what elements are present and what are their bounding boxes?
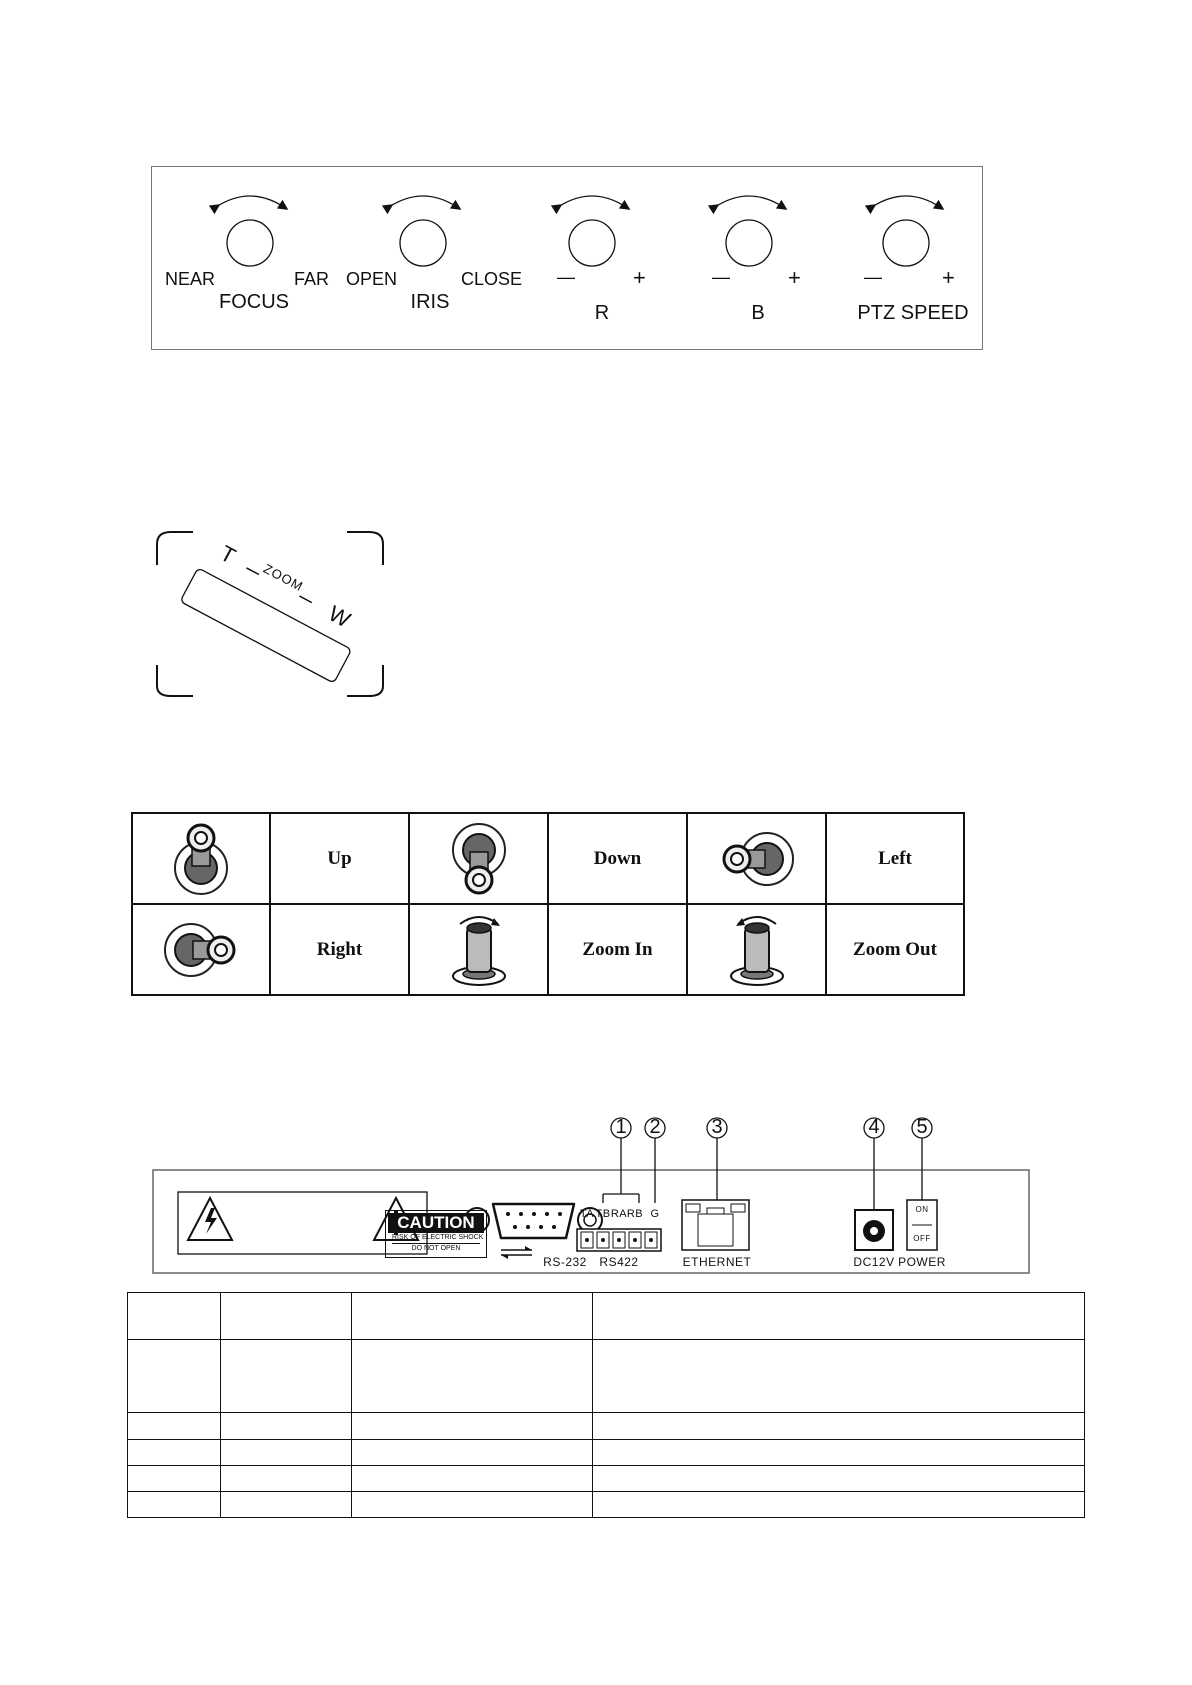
ptz-speed-label: PTZ SPEED [857, 302, 969, 324]
joystick-zoom-out-label: Zoom Out [826, 904, 964, 995]
joystick-left-label: Left [826, 813, 964, 904]
iris-knob[interactable] [389, 196, 457, 266]
table-row [128, 1340, 1085, 1413]
ptz-speed-knob[interactable] [872, 196, 940, 266]
callout-3: 3 [711, 1116, 723, 1138]
zoom-label: ZOOM [260, 560, 307, 595]
ptz-plus-label: + [942, 265, 955, 290]
iris-open-label: OPEN [346, 269, 398, 289]
callout-1: 1 [615, 1116, 627, 1138]
zoom-rocker-switch[interactable] [180, 568, 351, 683]
caution-title: CAUTION [388, 1213, 484, 1233]
pin-g-label: G [650, 1208, 660, 1220]
power-label: POWER [898, 1255, 946, 1269]
b-knob[interactable] [715, 196, 783, 266]
caution-label [385, 1210, 487, 1258]
zoom-rocker-diagram [155, 530, 385, 700]
switch-off-label: OFF [913, 1234, 931, 1243]
r-knob[interactable] [558, 196, 626, 266]
r-plus-label: + [633, 265, 646, 290]
knob-panel [151, 166, 983, 350]
rs232-label: RS-232 [543, 1255, 587, 1269]
joystick-right-label: Right [270, 904, 409, 995]
ethernet-label: ETHERNET [682, 1255, 752, 1269]
zoom-wide-label: W [324, 600, 355, 633]
iris-close-label: CLOSE [461, 269, 523, 289]
joystick-zoom-in-label: Zoom In [548, 904, 687, 995]
interface-description-table [127, 1292, 1085, 1518]
r-minus-label: — [557, 267, 575, 287]
table-row [128, 1466, 1085, 1492]
b-minus-label: — [712, 267, 730, 287]
pin-rb-label: RB [626, 1208, 644, 1220]
zoom-tele-label: T [216, 540, 240, 569]
ethernet-port[interactable] [682, 1200, 749, 1250]
pin-ta-label: TA [579, 1208, 595, 1220]
callout-2: 2 [649, 1116, 661, 1138]
focus-near-label: NEAR [165, 269, 216, 289]
callout-4: 4 [868, 1116, 880, 1138]
callout-5: 5 [916, 1116, 928, 1138]
pin-ra-label: RA [610, 1208, 628, 1220]
joystick-down-label: Down [548, 813, 687, 904]
iris-label: IRIS [410, 291, 450, 313]
table-row [128, 1413, 1085, 1440]
b-label: B [751, 302, 765, 324]
focus-label: FOCUS [219, 291, 289, 313]
rs422-label: RS422 [599, 1255, 639, 1269]
b-plus-label: + [788, 265, 801, 290]
rs422-terminal[interactable] [577, 1229, 661, 1251]
rear-panel [140, 1110, 1050, 1280]
joystick-up-icon [132, 813, 270, 904]
dc12v-label: DC12V [853, 1255, 895, 1269]
joystick-left-icon [687, 813, 826, 904]
switch-on-label: ON [915, 1205, 929, 1214]
ptz-minus-label: — [864, 267, 882, 287]
caution-line-2: DO NOT OPEN [411, 1245, 461, 1252]
joystick-right-icon [132, 904, 270, 995]
table-row [128, 1440, 1085, 1466]
table-row [128, 1293, 1085, 1340]
joystick-zoom-in-icon [409, 904, 548, 995]
dc12v-jack[interactable] [855, 1210, 893, 1250]
joystick-up-label: Up [270, 813, 409, 904]
focus-far-label: FAR [294, 269, 330, 289]
joystick-direction-table [131, 812, 965, 996]
joystick-zoom-out-icon [687, 904, 826, 995]
joystick-down-icon [409, 813, 548, 904]
r-label: R [594, 302, 610, 324]
caution-line-1: RISK OF ELECTRIC SHOCK [392, 1233, 480, 1244]
pin-tb-label: TB [595, 1208, 611, 1220]
focus-knob[interactable] [216, 196, 284, 266]
table-row [128, 1492, 1085, 1518]
